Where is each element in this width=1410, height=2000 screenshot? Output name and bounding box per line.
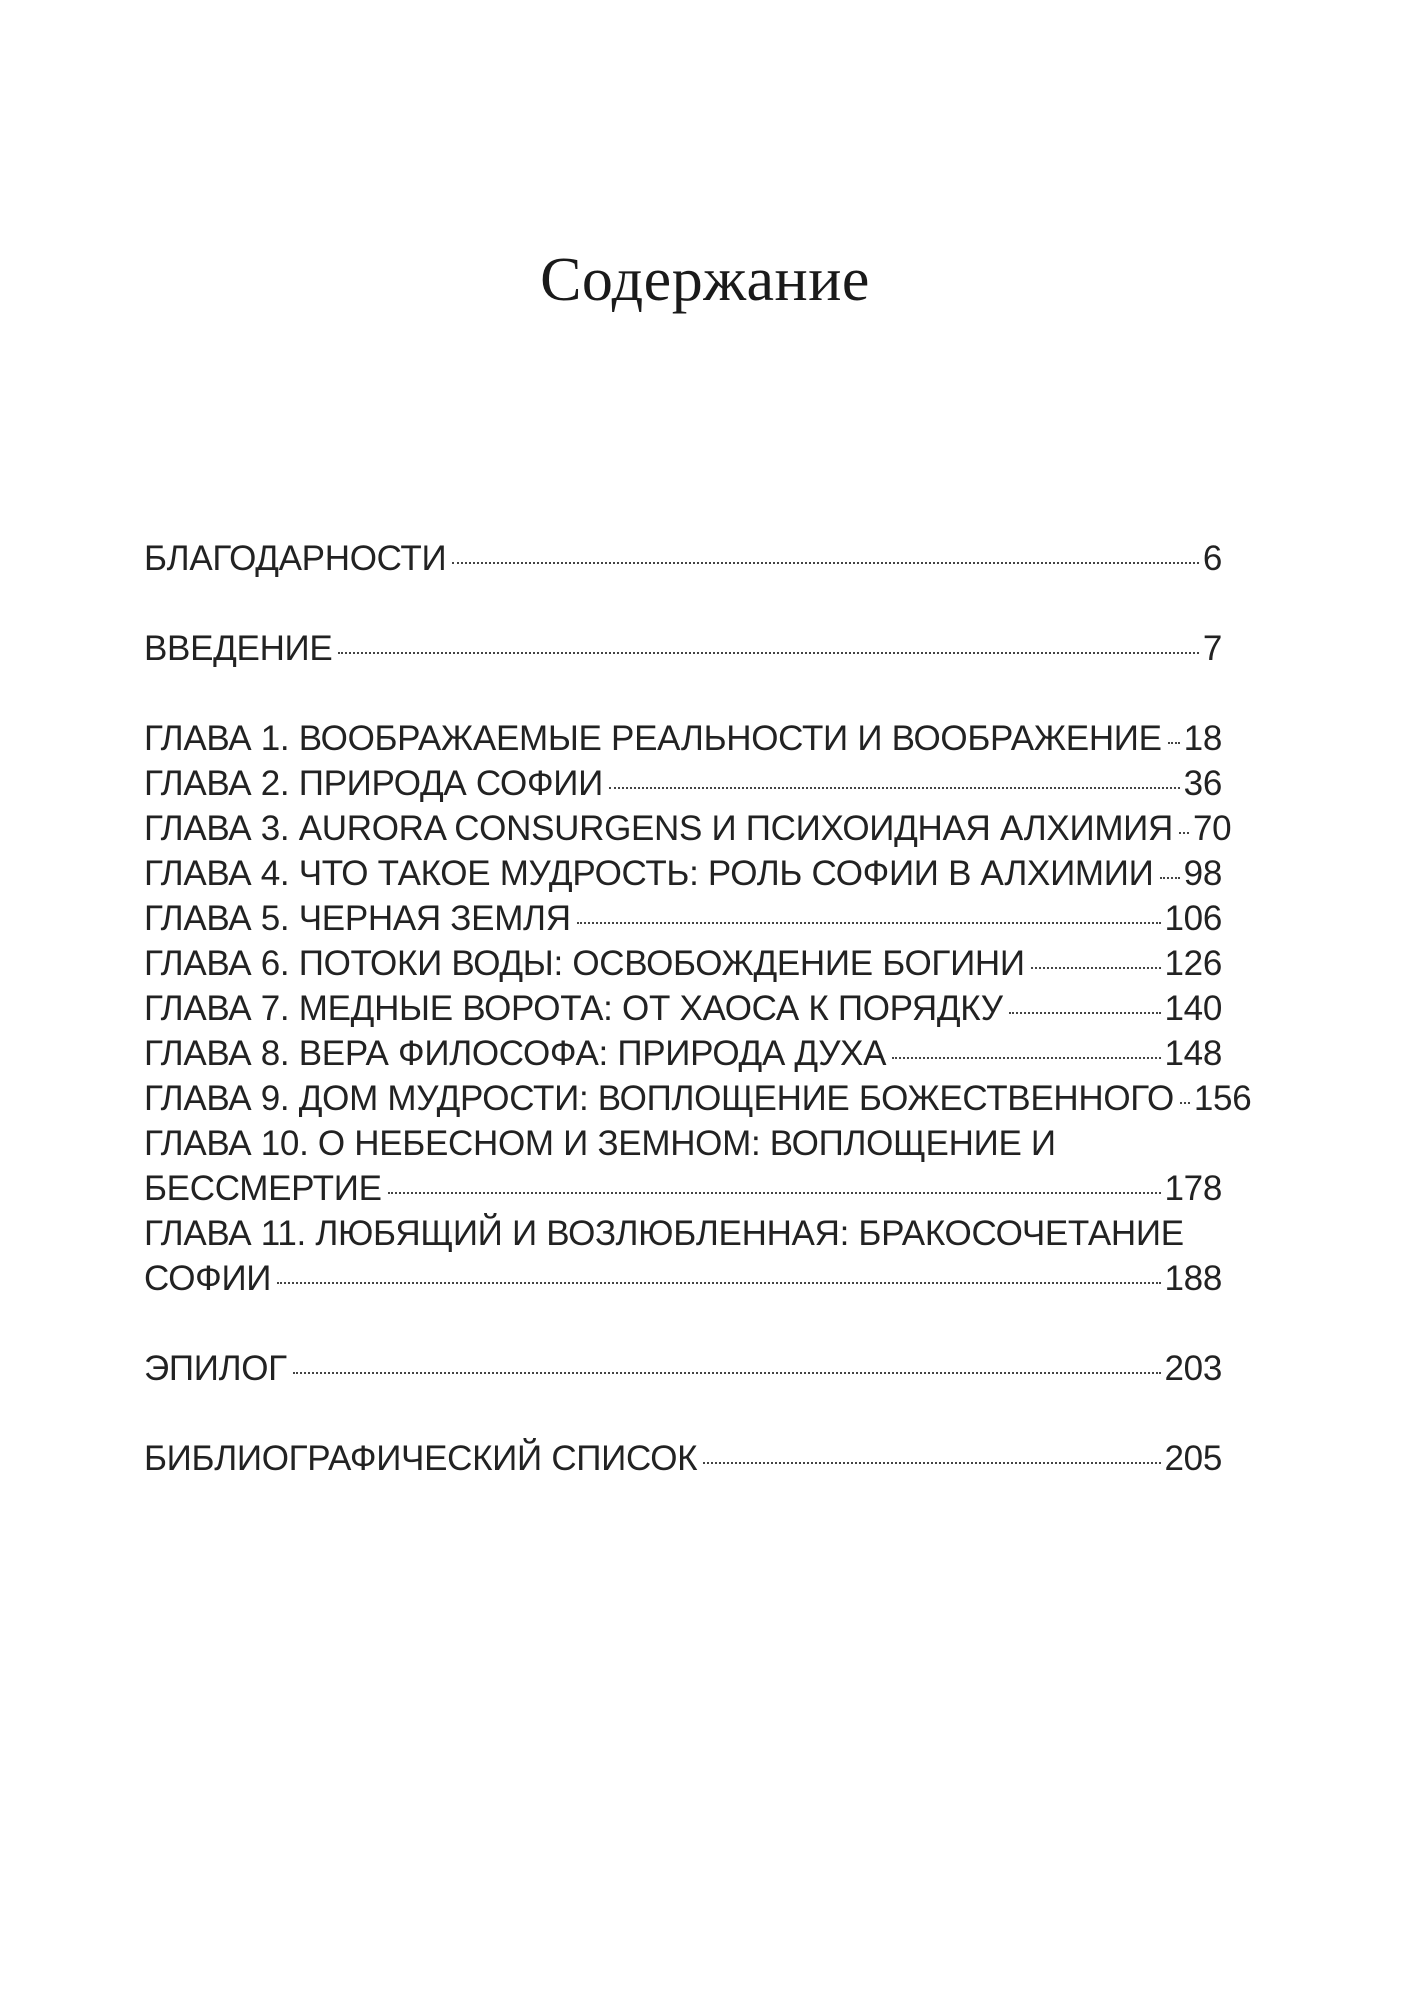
toc-entry-chapter-1[interactable] xyxy=(144,716,1222,761)
toc-entry-label: ГЛАВА 9. ДОМ МУДРОСТИ: ВОПЛОЩЕНИЕ БОЖЕСТВЕННОГО xyxy=(144,1079,1174,1118)
toc-entry-page: 148 xyxy=(1164,1034,1222,1073)
dot-leader xyxy=(703,1462,1160,1464)
toc-group-bibliography xyxy=(144,1436,1222,1481)
dot-leader xyxy=(1009,1012,1161,1014)
toc-entry-page: 126 xyxy=(1164,944,1222,983)
toc-entry-acknowledgments[interactable] xyxy=(144,536,1222,581)
toc-entry-page: 70 xyxy=(1193,809,1232,848)
toc-entry-label-line1: ГЛАВА 10. О НЕБЕСНОМ И ЗЕМНОМ: ВОПЛОЩЕНИЕ И xyxy=(144,1124,1056,1163)
toc-entry-bibliography[interactable] xyxy=(144,1436,1222,1481)
toc-entry-page: 18 xyxy=(1183,719,1222,758)
toc-entry-chapter-9[interactable] xyxy=(144,1076,1252,1121)
toc-entry-chapter-4[interactable] xyxy=(144,851,1222,896)
toc-entry-continuation xyxy=(144,1166,1222,1211)
table-of-contents xyxy=(144,536,1252,1526)
dot-leader xyxy=(1160,877,1180,879)
toc-entry-chapter-11[interactable] xyxy=(144,1211,1222,1301)
toc-entry-page: 205 xyxy=(1164,1439,1222,1478)
toc-entry-label-line2: БЕССМЕРТИЕ xyxy=(144,1169,382,1208)
dot-leader xyxy=(609,787,1180,789)
toc-entry-label: ГЛАВА 2. ПРИРОДА СОФИИ xyxy=(144,764,603,803)
dot-leader xyxy=(338,652,1198,654)
dot-leader xyxy=(452,562,1198,564)
toc-entry-page: 36 xyxy=(1183,764,1222,803)
dot-leader xyxy=(1180,1102,1190,1104)
toc-entry-label: ГЛАВА 7. МЕДНЫЕ ВОРОТА: ОТ ХАОСА К ПОРЯДКУ xyxy=(144,989,1003,1028)
toc-entry-label: ГЛАВА 3. AURORA CONSURGENS И ПСИХОИДНАЯ АЛХИМИЯ xyxy=(144,809,1174,848)
toc-entry-label: ЭПИЛОГ xyxy=(144,1349,287,1388)
toc-entry-page: 188 xyxy=(1164,1259,1222,1298)
toc-entry-chapter-5[interactable] xyxy=(144,896,1222,941)
dot-leader xyxy=(577,922,1161,924)
toc-entry-chapter-10[interactable] xyxy=(144,1121,1222,1211)
toc-entry-label: ГЛАВА 5. ЧЕРНАЯ ЗЕМЛЯ xyxy=(144,899,571,938)
toc-group-front xyxy=(144,536,1222,581)
dot-leader xyxy=(1179,832,1189,834)
toc-entry-continuation xyxy=(144,1256,1222,1301)
toc-entry-chapter-3[interactable] xyxy=(144,806,1232,851)
toc-group-chapters xyxy=(144,716,1252,1301)
toc-entry-chapter-2[interactable] xyxy=(144,761,1222,806)
dot-leader xyxy=(892,1057,1160,1059)
toc-entry-label-line2: СОФИИ xyxy=(144,1259,272,1298)
toc-entry-page: 156 xyxy=(1193,1079,1252,1118)
toc-entry-page: 178 xyxy=(1164,1169,1222,1208)
toc-entry-label: БЛАГОДАРНОСТИ xyxy=(144,539,447,578)
toc-entry-page: 7 xyxy=(1202,629,1222,668)
toc-entry-label: ВВЕДЕНИЕ xyxy=(144,629,333,668)
toc-entry-label: ГЛАВА 6. ПОТОКИ ВОДЫ: ОСВОБОЖДЕНИЕ БОГИНИ xyxy=(144,944,1025,983)
toc-entry-chapter-7[interactable] xyxy=(144,986,1222,1031)
dot-leader xyxy=(293,1372,1161,1374)
page-title: Содержание xyxy=(540,246,870,314)
toc-entry-label-line1: ГЛАВА 11. ЛЮБЯЩИЙ И ВОЗЛЮБЛЕННАЯ: БРАКОСОЧЕТАНИЕ xyxy=(144,1214,1184,1253)
toc-entry-label: ГЛАВА 4. ЧТО ТАКОЕ МУДРОСТЬ: РОЛЬ СОФИИ В АЛХИМИИ xyxy=(144,854,1154,893)
toc-group-intro xyxy=(144,626,1222,671)
toc-entry-page: 140 xyxy=(1164,989,1222,1028)
toc-entry-label: ГЛАВА 8. ВЕРА ФИЛОСОФА: ПРИРОДА ДУХА xyxy=(144,1034,887,1073)
dot-leader xyxy=(388,1192,1161,1194)
toc-entry-chapter-6[interactable] xyxy=(144,941,1222,986)
toc-entry-label: ГЛАВА 1. ВООБРАЖАЕМЫЕ РЕАЛЬНОСТИ И ВООБРАЖЕНИЕ xyxy=(144,719,1162,758)
toc-entry-page: 203 xyxy=(1164,1349,1222,1388)
toc-entry-label: БИБЛИОГРАФИЧЕСКИЙ СПИСОК xyxy=(144,1439,698,1478)
toc-group-epilogue xyxy=(144,1346,1222,1391)
dot-leader xyxy=(1168,742,1180,744)
toc-entry-page: 106 xyxy=(1164,899,1222,938)
toc-entry-chapter-8[interactable] xyxy=(144,1031,1222,1076)
toc-entry-introduction[interactable] xyxy=(144,626,1222,671)
toc-entry-page: 98 xyxy=(1183,854,1222,893)
toc-entry-page: 6 xyxy=(1202,539,1222,578)
dot-leader xyxy=(1031,967,1161,969)
dot-leader xyxy=(277,1282,1160,1284)
toc-entry-epilogue[interactable] xyxy=(144,1346,1222,1391)
